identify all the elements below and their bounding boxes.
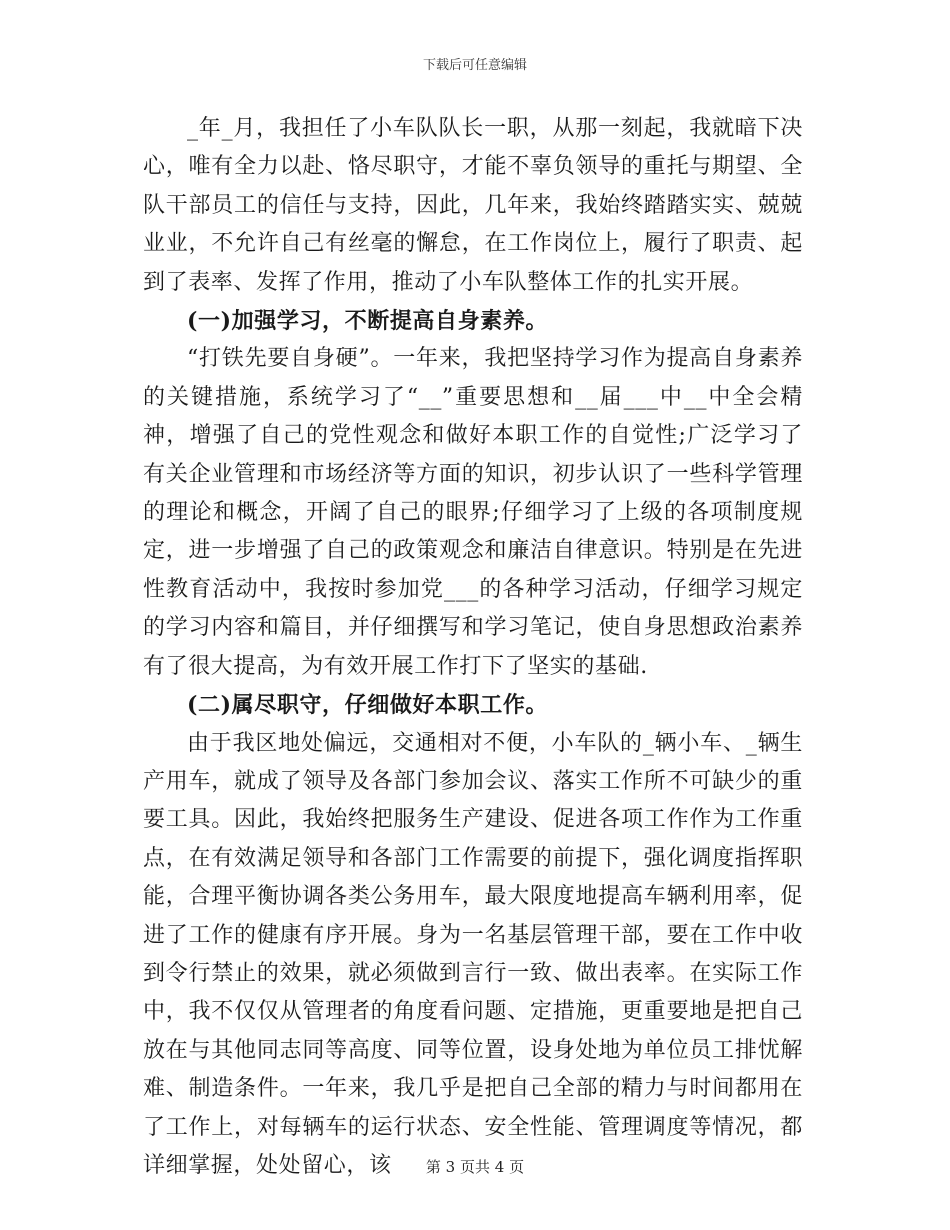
paragraph-intro: _年_月，我担任了小车队队长一职，从那一刻起，我就暗下决心，唯有全力以赴、恪尽职守，才能不辜负领导的重托与期望、全队干部员工的信任与支持，因此，几年来，我始终踏踏实实、兢兢业业，不允许自己有丝毫的懈怠，在工作岗位上，履行了职责、起到了表率、发挥了作用，推动了小车队整体工作的扎实开展。 (143, 116, 803, 295)
document-body (143, 110, 803, 1185)
page-footer: 第 3 页共 4 页 (425, 1158, 525, 1176)
paragraph-study: “打铁先要自身硬”。一年来，我把坚持学习作为提高自身素养的关键措施，系统学习了“__”重要思想和__届___中__中全会精神，增强了自己的党性观念和做好本职工作的自觉性;广泛学习了有关企业管理和市场经济等方面的知识，初步认识了一些科学管理的理论和概念，开阔了自己的眼界;仔细学习了上级的各项制度规定，进一步增强了自己的政策观念和廉洁自律意识。特别是在先进性教育活动中，我按时参加党___的各种学习活动，仔细学习规定的学习内容和篇目，并仔细撰写和学习笔记，使自身思想政治素养有了很大提高，为有效开展工作打下了坚实的基础. (143, 346, 803, 679)
page-header: 下载后可任意编辑 (422, 58, 527, 73)
section-heading-1: (一)加强学习，不断提高自身素养。 (187, 308, 549, 335)
section-heading-2: (二)属尽职守，仔细做好本职工作。 (187, 692, 549, 719)
paragraph-duty: 由于我区地处偏远，交通相对不便，小车队的_辆小车、_辆生产用车，就成了领导及各部门参加会议、落实工作所不可缺少的重要工具。因此，我始终把服务生产建设、促进各项工作作为工作重点，在有效满足领导和各部门工作需要的前提下，强化调度指挥职能，合理平衡协调各类公务用车，最大限度地提高车辆利用率，促进了工作的健康有序开展。身为一名基层管理干部，要在工作中收到令行禁止的效果，就必须做到言行一致、做出表率。在实际工作中，我不仅仅从管理者的角度看问题、定措施，更重要地是把自己放在与其他同志同等高度、同等位置，设身处地为单位员工排忧解难、制造条件。一年来，我几乎是把自己全部的精力与时间都用在了工作上，对每辆车的运行状态、安全性能、管理调度等情况，都详细掌握，处处留心，该 (143, 730, 803, 1178)
